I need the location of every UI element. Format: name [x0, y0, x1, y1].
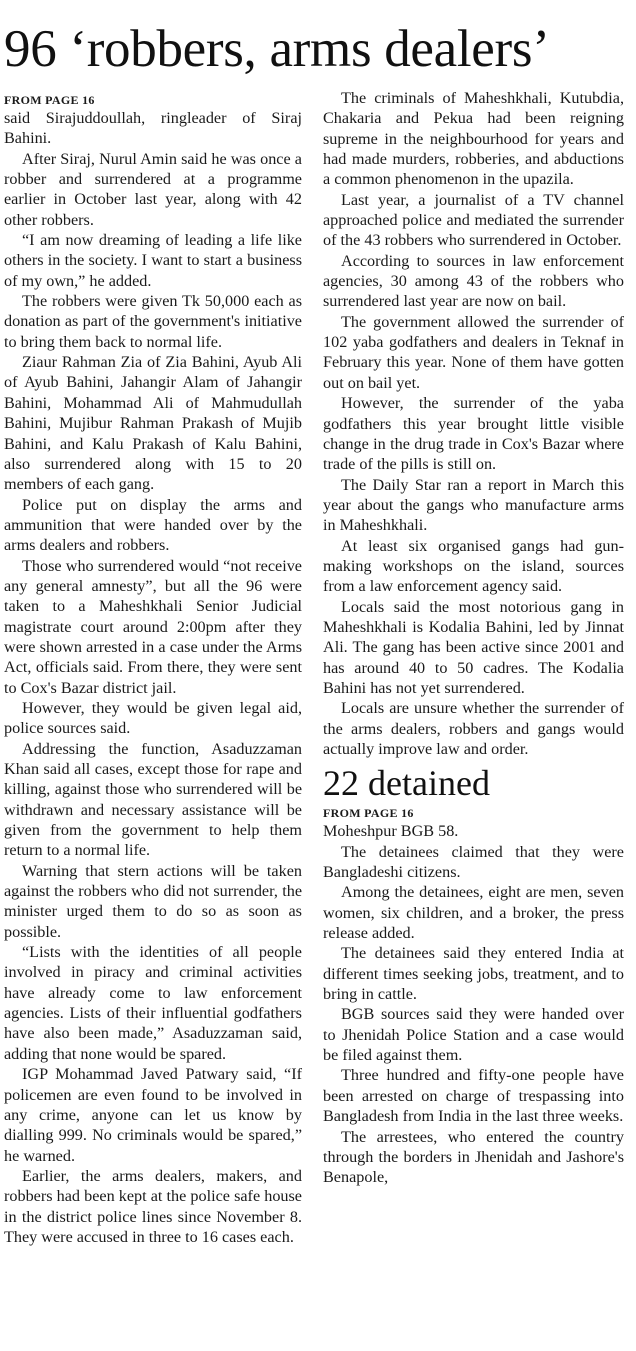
continuation-kicker: FROM PAGE 16 [323, 806, 414, 821]
article-paragraph: Locals are unsure whether the surrender of the arms dealers, robbers and gangs would actually improve law and order. [323, 699, 624, 758]
article-paragraph: Ziaur Rahman Zia of Zia Bahini, Ayub Ali of Ayub Bahini, Jahangir Alam of Jahangir Bahini, Mohammad Ali of Mahmudullah Bahini, Mujibur Rahman Prakash of Mujib Bahini, and Kalu Prakash of Kalu Bahini, also surrendered along with 15 to 20 members of each gang. [4, 353, 302, 494]
article-paragraph: Three hundred and fifty-one people have been arrested on charge of trespassing into Bangladesh from India in the last three weeks. [323, 1066, 624, 1126]
article-paragraph: Earlier, the arms dealers, makers, and robbers had been kept at the police safe house in the district police lines since November 8. They were accused in three to 16 cases each. [4, 1166, 302, 1246]
second-story-headline: 22 detained [323, 763, 490, 804]
article-paragraph: The detainees claimed that they were Bangladeshi citizens. [323, 842, 624, 882]
article-paragraph: However, the surrender of the yaba godfathers this year brought little visible change in the drug trade in Cox's Bazar where trade of the pills is still on. [323, 394, 624, 474]
article-paragraph: At least six organised gangs had gun-making workshops on the island, sources from a law enforcement agency said. [323, 536, 624, 596]
article-paragraph: The arrestees, who entered the country through the borders in Jhenidah and Jashore's Benapole, [323, 1127, 624, 1187]
article-paragraph: Last year, a journalist of a TV channel approached police and mediated the surrender of the 43 robbers who surrendered in October. [323, 190, 624, 250]
article-column-left [4, 90, 302, 1247]
article-paragraph: The criminals of Maheshkhali, Kutubdia, Chakaria and Pekua had been reigning supreme in the neighbourhood for years and had made murders, robberies, and abductions a common phenomenon in the upazila. [323, 89, 624, 189]
article-paragraph: BGB sources said they were handed over to Jhenidah Police Station and a case would be filed against them. [323, 1005, 624, 1065]
article-column-right [323, 88, 624, 1188]
article-paragraph: The government allowed the surrender of 102 yaba godfathers and dealers in Teknaf in February this year. None of them have gotten out on bail yet. [323, 312, 624, 392]
article-paragraph: Locals said the most notorious gang in Maheshkhali is Kodalia Bahini, led by Jinnat Ali. The gang has been active since 2001 and has around 40 to 50 cadres. The Kodalia Bahini has not yet surrendered. [323, 597, 624, 697]
article-paragraph: The detainees said they entered India at different times seeking jobs, treatment, and to bring in cattle. [323, 944, 624, 1004]
article-paragraph: The Daily Star ran a report in March this year about the gangs who manufacture arms in Maheshkhali. [323, 475, 624, 535]
article-paragraph: After Siraj, Nurul Amin said he was once a robber and surrendered at a programme earlier in October last year, along with 42 other robbers. [4, 149, 302, 229]
article-paragraph: However, they would be given legal aid, police sources said. [4, 698, 302, 738]
article-paragraph: “Lists with the identities of all people involved in piracy and criminal activities have already come to law enforcement agencies. Lists of their influential godfathers have also been made,” Asaduzzaman said, adding that none would be spared. [4, 943, 302, 1063]
article-paragraph: According to sources in law enforcement agencies, 30 among 43 of the robbers who surrendered last year are now on bail. [323, 251, 624, 311]
article-paragraph: Warning that stern actions will be taken against the robbers who did not surrender, the minister urged them to do so as soon as possible. [4, 861, 302, 941]
article-paragraph: said Sirajuddoullah, ringleader of Siraj Bahini. [4, 109, 302, 148]
article-paragraph: Addressing the function, Asaduzzaman Khan said all cases, except those for rape and killing, against those who surrendered will be withdrawn and necessary assistance will be given from the government to help them return to a normal life. [4, 739, 302, 860]
continuation-kicker: FROM PAGE 16 [4, 93, 95, 107]
article-paragraph: The robbers were given Tk 50,000 each as donation as part of the government's initiative to bring them back to normal life. [4, 292, 302, 351]
article-paragraph: Police put on display the arms and ammunition that were handed over by the arms dealers and robbers. [4, 495, 302, 555]
article-paragraph: Those who surrendered would “not receive any general amnesty”, but all the 96 were taken to a Maheshkhali Senior Judicial magistrate court around 2:00pm after they were shown arrested in a case under the Arms Act, officials said. From there, they were sent to Cox's Bazar district jail. [4, 556, 302, 697]
article-paragraph: IGP Mohammad Javed Patwary said, “If policemen are even found to be involved in any crime, anyone can let us know by dialling 999. No criminals would be spared,” he warned. [4, 1065, 302, 1165]
main-headline: 96 ‘robbers, arms dealers’ [4, 20, 550, 78]
article-paragraph: “I am now dreaming of leading a life like others in the society. I want to start a business of my own,” he added. [4, 231, 302, 290]
article-paragraph: Moheshpur BGB 58. [323, 822, 459, 841]
article-paragraph: Among the detainees, eight are men, seven women, six children, and a broker, the press release added. [323, 883, 624, 943]
